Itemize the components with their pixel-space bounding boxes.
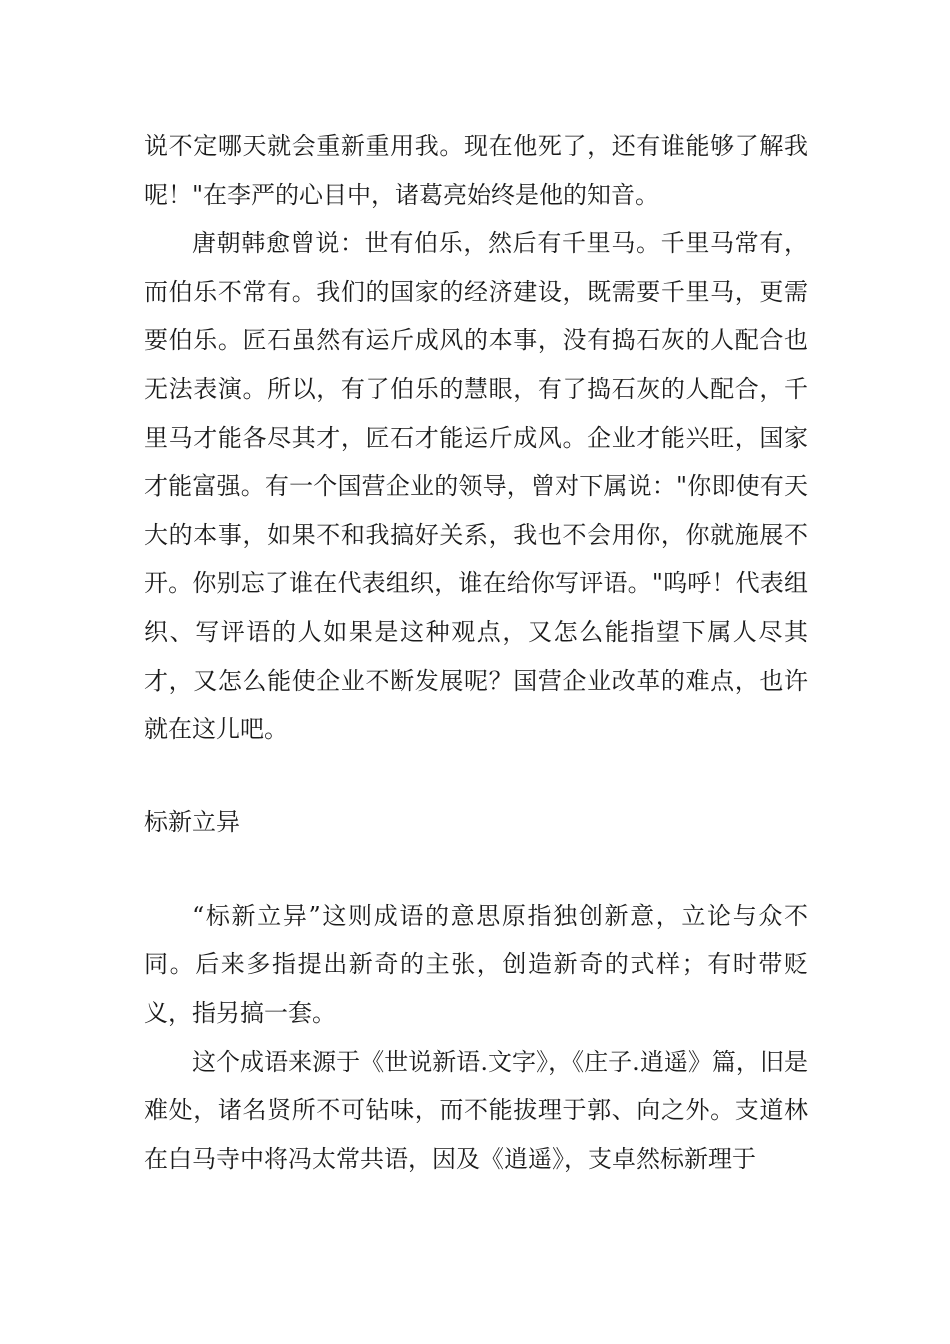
paragraph-bole: 唐朝韩愈曾说：世有伯乐，然后有千里马。千里马常有，而伯乐不常有。我们的国家的经济建设，既需要千里马，更需要伯乐。匠石虽然有运斤成风的本事，没有捣石灰的人配合也无法表演。所以，有了伯乐的慧眼，有了捣石灰的人配合，千里马才能各尽其才，匠石才能运斤成风。企业才能兴旺，国家才能富强。有一个国营企业的领导，曾对下属说："你即使有天大的本事，如果不和我搞好关系，我也不会用你，你就施展不开。你别忘了谁在代表组织，谁在给你写评语。"呜呼！代表组织、写评语的人如果是这种观点，又怎么能指望下属人尽其才，又怎么能使企业不断发展呢？国营企业改革的难点，也许就在这儿吧。 bbox=[144, 229, 808, 744]
paragraph-meaning: “标新立异”这则成语的意思原指独创新意，立论与众不同。后来多指提出新奇的主张，创造新奇的式样；有时带贬义，指另搞一套。 bbox=[144, 901, 808, 1027]
spacer bbox=[144, 754, 808, 798]
section-heading: 标新立异 bbox=[144, 807, 240, 836]
paragraph-continuation: 说不定哪天就会重新重用我。现在他死了，还有谁能够了解我呢！"在李严的心目中，诸葛亮始终是他的知音。 bbox=[144, 132, 808, 209]
document-body bbox=[144, 122, 808, 1183]
spacer bbox=[144, 846, 808, 892]
paragraph-origin: 这个成语来源于《世说新语.文字》，《庄子.逍遥》篇，旧是难处，诸名贤所不可钻味，而不能拔理于郭、向之外。支道林在白马寺中将冯太常共语，因及《逍遥》，支卓然标新理于 bbox=[144, 1047, 808, 1173]
